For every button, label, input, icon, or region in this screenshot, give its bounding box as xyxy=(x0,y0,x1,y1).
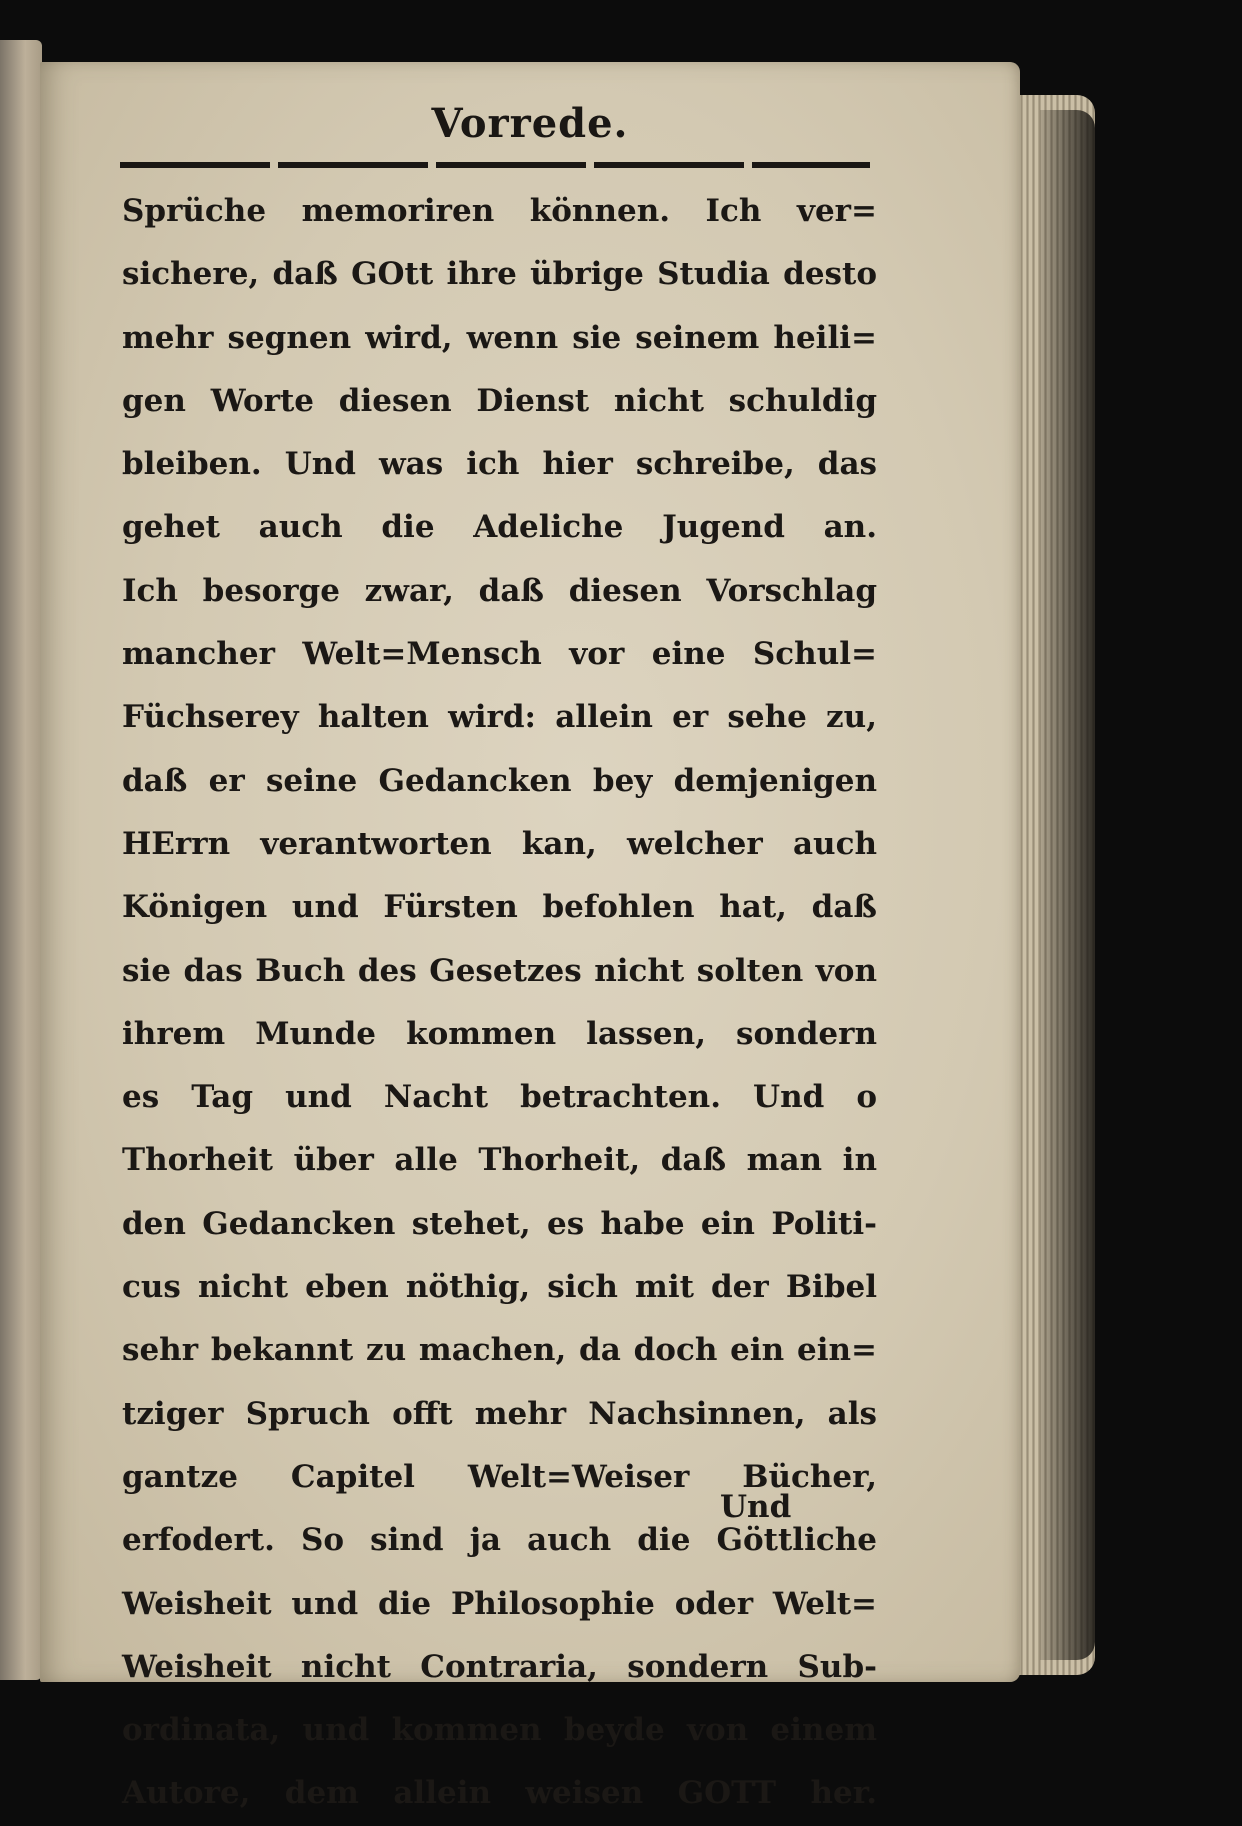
text-line: daß er seine Gedancken bey demjenigen xyxy=(122,762,877,799)
text-line: HErrn verantworten kan, welcher auch xyxy=(122,825,877,862)
text-line: Weisheit nicht Contraria, sondern Sub- xyxy=(122,1648,877,1685)
text-line: sehr bekannt zu machen, da doch ein ein= xyxy=(122,1332,877,1369)
book-edge-shadow xyxy=(1040,110,1095,1660)
page-header: Vorrede. xyxy=(431,100,629,147)
text-line: ihrem Munde kommen lassen, sondern xyxy=(122,1015,877,1052)
text-line: Autore, dem allein weisen GOTT her. xyxy=(122,1775,877,1812)
text-line: cus nicht eben nöthig, sich mit der Bibel xyxy=(122,1269,877,1306)
text-line: Weisheit und die Philosophie oder Welt= xyxy=(122,1585,877,1622)
left-page-edge xyxy=(0,40,42,1680)
text-line: bleiben. Und was ich hier schreibe, das xyxy=(122,446,877,483)
text-line: Füchserey halten wird: allein er sehe zu, xyxy=(122,699,877,736)
text-line: es Tag und Nacht betrachten. Und o xyxy=(122,1079,877,1116)
header-rule xyxy=(120,162,870,168)
text-line: gen Worte diesen Dienst nicht schuldig xyxy=(122,382,877,419)
text-line: den Gedancken stehet, es habe ein Politi- xyxy=(122,1205,877,1242)
catchword: Und xyxy=(720,1489,792,1525)
text-line: tziger Spruch offt mehr Nachsinnen, als xyxy=(122,1395,877,1432)
text-line: Königen und Fürsten befohlen hat, daß xyxy=(122,889,877,926)
text-line: gantze Capitel Welt=Weiser Bücher, xyxy=(122,1458,877,1495)
text-line: ordinata, und kommen beyde von einem xyxy=(122,1712,877,1749)
body-text xyxy=(122,180,877,1826)
text-line: mancher Welt=Mensch vor eine Schul= xyxy=(122,636,877,673)
text-line: sie das Buch des Gesetzes nicht solten von xyxy=(122,952,877,989)
text-line: Thorheit über alle Thorheit, daß man in xyxy=(122,1142,877,1179)
text-line: Sprüche memoriren können. Ich ver= xyxy=(122,193,877,229)
text-line: erfodert. So sind ja auch die Göttliche xyxy=(122,1522,877,1559)
text-line: gehet auch die Adeliche Jugend an. xyxy=(122,509,877,546)
text-line: mehr segnen wird, wenn sie seinem heili= xyxy=(122,319,877,356)
text-line: sichere, daß GOtt ihre übrige Studia desto xyxy=(122,256,877,293)
text-line: Ich besorge zwar, daß diesen Vorschlag xyxy=(122,572,877,609)
book-page xyxy=(40,62,1020,1812)
